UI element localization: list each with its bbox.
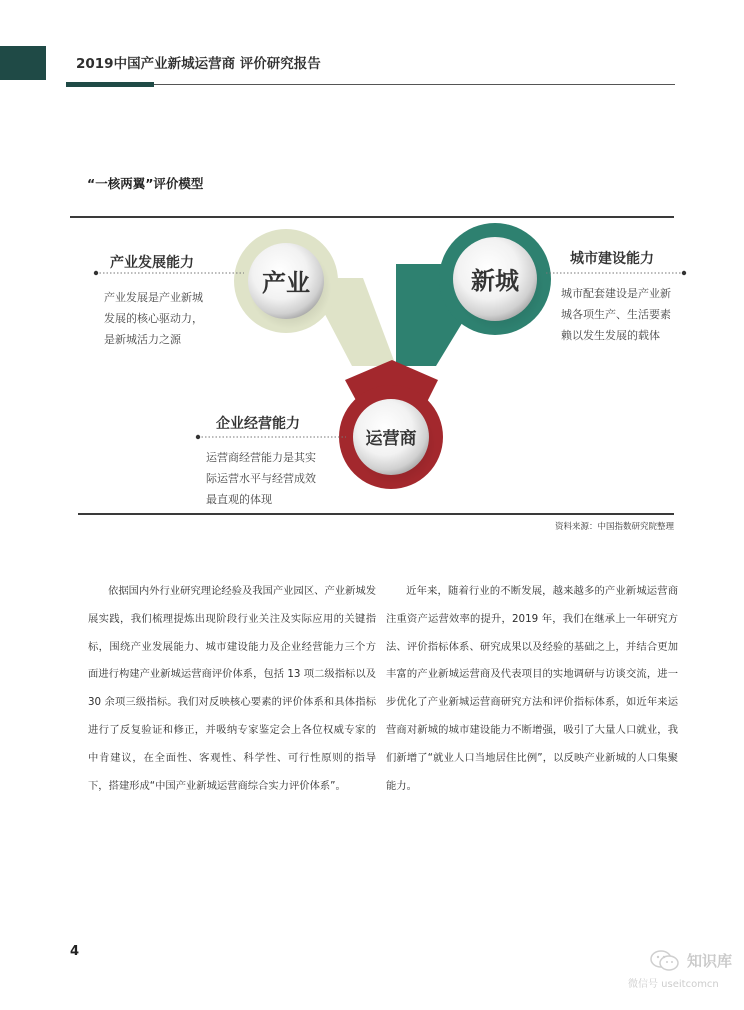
industry-node-label: 产业 [262,269,310,297]
caption-line: 赖以发生发展的载体 [561,329,660,342]
paragraph-text: 依据国内外行业研究理论经验及我国产业园区、产业新城发展实践，我们梳理提炼出现阶段行业关注及实际应用的关键指标，围绕产业发展能力、城市建设能力及企业经营能力三个方面进行构建产业新城运营商评价体系，包括 13 项二级指标以及 30 余项三级指标。我们对反映核心要素的评价体系和具体指标进行了反复验证和修正，并吸纳专家鉴定会上各位权威专家的中肯建议，在全面性、客观性、科学性、可行性原则的指导下，搭建形成“中国产业新城运营商综合实力评价体系”。 [88,585,376,792]
caption-line: 际运营水平与经营成效 [206,472,316,485]
caption-line: 城各项生产、生活要素 [561,308,671,321]
report-title: 2019中国产业新城运营商 评价研究报告 [76,56,321,72]
industry-caption-heading: 产业发展能力 [110,255,194,271]
city-node-label: 新城 [471,267,519,295]
caption-line: 运营商经营能力是其实 [206,451,316,464]
caption-line: 产业发展是产业新城 [104,291,203,304]
operator-caption-heading: 企业经营能力 [216,416,300,432]
city-caption-text [561,283,671,346]
watermark-id: 微信号 useitcomcn [628,979,719,990]
page-number: 4 [70,944,80,959]
wechat-icon [650,950,680,972]
operator-node-label: 运营商 [365,429,417,449]
caption-line: 发展的核心驱动力， [104,312,203,325]
city-caption-heading: 城市建设能力 [570,251,654,267]
body-paragraph-left [88,578,376,800]
caption-line: 是新城活力之源 [104,333,181,346]
industry-caption-text [104,287,203,350]
figure-bottom-rule [78,513,674,515]
figure-source: 资料来源：中国指数研究院整理 [554,522,674,532]
watermark-name: 知识库 [687,952,733,970]
body-paragraph-right [386,578,678,800]
operator-caption-text [206,447,316,510]
paragraph-text: 近年来，随着行业的不断发展，越来越多的产业新城运营商注重资产运营效率的提升，2019 年，我们在继承上一年研究方法、评价指标体系、研究成果以及经验的基础之上，并结合更加丰富的产业新城运营商及代表项目的实地调研与访谈交流，进一步优化了产业新城运营商研究方法和评价指标体系，如近年来运营商对新城的城市建设能力不断增强，吸引了大量人口就业，我们新增了“就业人口当地居住比例”，以反映产业新城的人口集聚能力。 [386,585,678,792]
caption-line: 城市配套建设是产业新 [561,287,671,300]
figure-title: “一核两翼”评价模型 [87,176,204,191]
caption-line: 最直观的体现 [206,493,272,506]
city-leader-dot [682,271,686,275]
industry-leader-dot [94,271,98,275]
operator-leader-dot [196,435,200,439]
